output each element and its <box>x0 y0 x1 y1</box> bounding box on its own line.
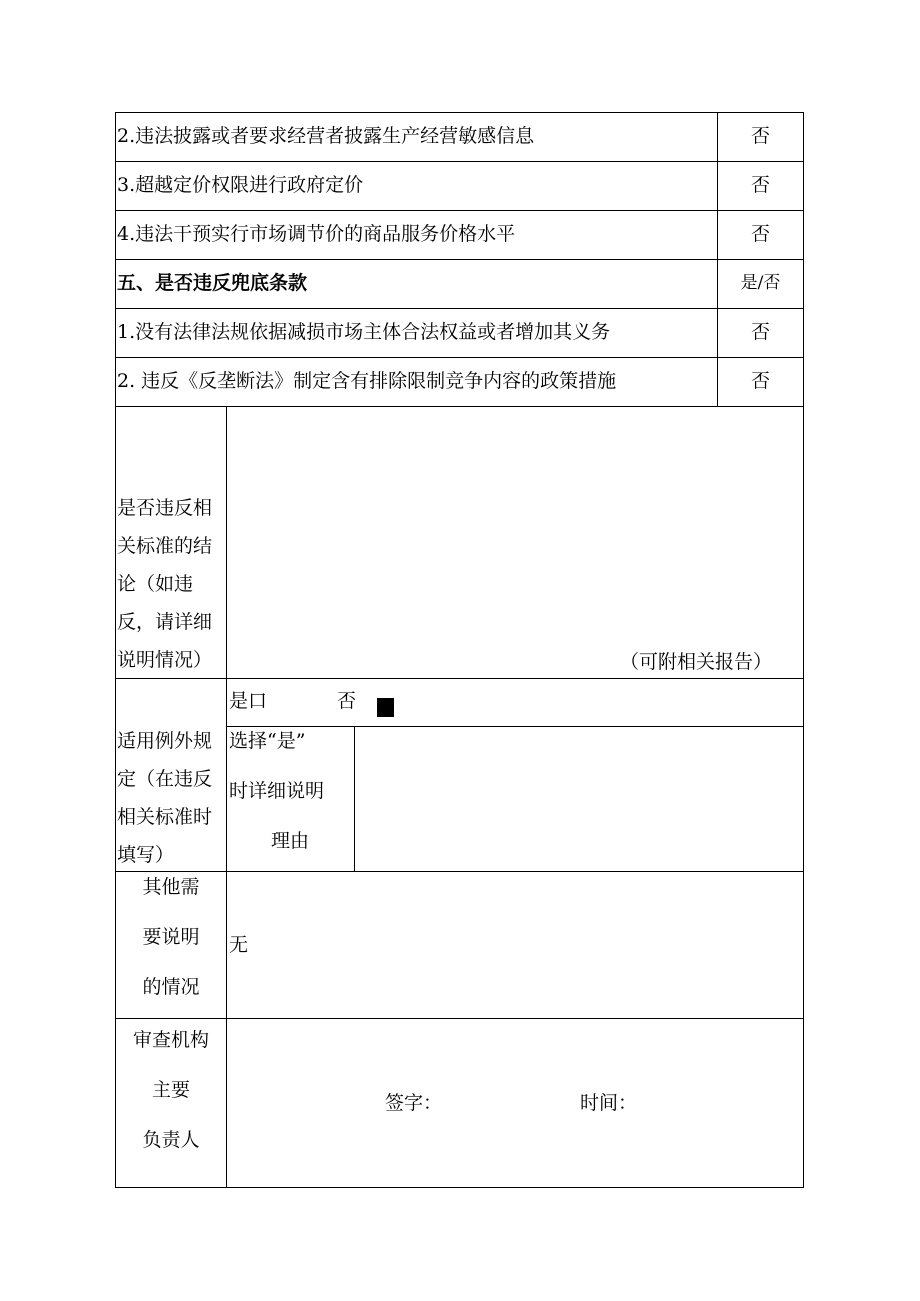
row-answer: 否 <box>750 223 770 245</box>
grid-line <box>115 357 804 358</box>
exception-label <box>117 722 225 874</box>
checked-box-icon[interactable] <box>377 698 394 717</box>
row-text: 3.超越定价权限进行政府定价 <box>117 174 364 196</box>
grid-line <box>115 259 804 260</box>
label-line: 理由 <box>271 830 310 852</box>
attachment-note: （可附相关报告） <box>620 651 773 673</box>
label-line: 说明情况） <box>117 649 213 671</box>
label-line: 时详细说明 <box>229 780 325 802</box>
no-option[interactable]: 否 <box>337 690 357 712</box>
label-line: 审查机构 <box>132 1029 209 1051</box>
label-line: 要说明 <box>142 926 200 948</box>
label-line: 适用例外规 <box>117 730 213 752</box>
row-answer: 否 <box>750 370 770 392</box>
yes-option[interactable]: 是口 <box>229 690 268 712</box>
section-title: 五、是否违反兜底条款 <box>117 272 308 294</box>
other-label <box>116 862 226 1012</box>
label-line: 相关标准时 <box>117 806 213 828</box>
section-answer-header: 是/否 <box>740 273 781 293</box>
row-text: 4.违法干预实行市场调节价的商品服务价格水平 <box>117 223 516 245</box>
label-line: 定（在违反 <box>117 768 213 790</box>
reviewer-label <box>116 1015 226 1165</box>
label-line: 负责人 <box>142 1129 200 1151</box>
grid-line <box>115 161 804 162</box>
label-line: 论（如违 <box>117 573 194 595</box>
label-line: 关标准的结 <box>117 535 213 557</box>
conclusion-label <box>117 489 225 679</box>
time-label: 时间： <box>580 1092 638 1114</box>
row-answer: 否 <box>750 321 770 343</box>
grid-line <box>115 308 804 309</box>
label-line: 是否违反相 <box>117 497 213 519</box>
row-text: 2. 违反《反垄断法》制定含有排除限制竞争内容的政策措施 <box>117 370 617 392</box>
row-answer: 否 <box>750 174 770 196</box>
label-line: 主要 <box>151 1079 190 1101</box>
label-line: 填写） <box>117 844 175 866</box>
label-line: 选择“是” <box>229 730 306 752</box>
grid-line <box>226 406 227 1188</box>
row-text: 1.没有法律法规依据减损市场主体合法权益或者增加其义务 <box>117 321 611 343</box>
label-line: 的情况 <box>142 976 200 998</box>
label-line: 反，请详细 <box>117 611 213 633</box>
grid-line <box>803 112 804 1188</box>
label-line: 其他需 <box>142 876 200 898</box>
row-answer: 否 <box>750 125 770 147</box>
grid-line <box>717 112 718 407</box>
grid-line <box>354 726 355 872</box>
grid-line <box>115 1187 804 1188</box>
signature-label: 签字： <box>385 1092 443 1114</box>
other-value: 无 <box>229 934 249 956</box>
grid-line <box>115 210 804 211</box>
grid-line <box>115 112 804 113</box>
grid-line <box>115 406 804 407</box>
reason-label <box>229 716 353 866</box>
row-text: 2.违法披露或者要求经营者披露生产经营敏感信息 <box>117 125 535 147</box>
